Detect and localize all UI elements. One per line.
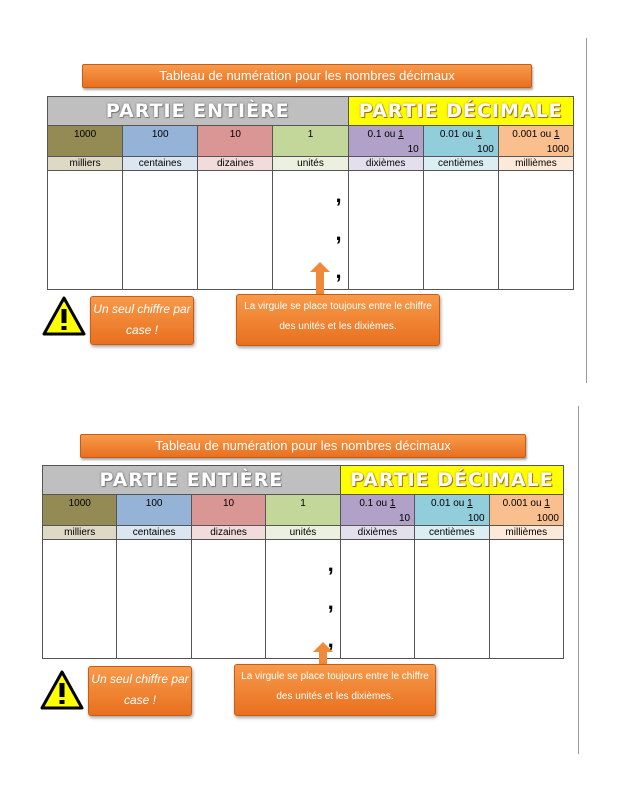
arrow-up-icon — [313, 642, 333, 652]
place-value-cell: 10 — [191, 495, 265, 526]
place-name-cell: millièmes — [498, 157, 573, 171]
place-name-cell: dixièmes — [348, 157, 423, 171]
place-value-cell: 100 — [123, 126, 198, 157]
place-value-cell: 1 — [273, 126, 348, 157]
place-name-cell: centièmes — [415, 526, 489, 540]
place-value-cell: 1000 — [48, 126, 123, 157]
place-name-cell: unités — [273, 157, 348, 171]
digit-entry-cell[interactable] — [266, 540, 340, 659]
decimal-part-header: PARTIE DÉCIMALE — [340, 466, 563, 495]
place-name-cell: dizaines — [191, 526, 265, 540]
place-name-cell: centaines — [117, 526, 191, 540]
place-value-cell: 10 — [198, 126, 273, 157]
place-name-cell: dizaines — [198, 157, 273, 171]
comma-position-note: La virgule se place toujours entre le chiffre des unités et les dixièmes. — [234, 664, 436, 716]
comma-position-note: La virgule se place toujours entre le chiffre des unités et les dixièmes. — [236, 294, 440, 346]
digit-entry-cell[interactable] — [489, 540, 563, 659]
place-value-cell: 0.001 ou 1 1000 — [498, 126, 573, 157]
place-name-cell: centièmes — [423, 157, 498, 171]
digit-entry-cell[interactable] — [415, 540, 489, 659]
one-digit-note: Un seul chiffre par case ! — [90, 296, 194, 345]
comma-mark: , — [327, 627, 334, 652]
page-divider-line — [578, 406, 579, 754]
comma-mark: , — [335, 182, 342, 207]
comma-mark: , — [327, 551, 334, 576]
one-digit-note: Un seul chiffre par case ! — [88, 666, 192, 716]
place-value-cell: 0.01 ou 1 100 — [415, 495, 489, 526]
comma-mark: , — [327, 589, 334, 614]
warning-icon — [40, 670, 84, 710]
place-value-cell: 0.01 ou 1 100 — [423, 126, 498, 157]
place-value-cell: 1000 — [43, 495, 117, 526]
digit-entry-cell[interactable] — [191, 540, 265, 659]
place-value-cell: 0.1 ou 1 10 — [340, 495, 414, 526]
comma-mark: , — [335, 220, 342, 245]
place-name-cell: milliers — [43, 526, 117, 540]
table-title: Tableau de numération pour les nombres décimaux — [82, 64, 532, 88]
place-value-cell: 0.1 ou 1 10 — [348, 126, 423, 157]
place-value-cell: 100 — [117, 495, 191, 526]
place-value-cell: 0.001 ou 1 1000 — [489, 495, 563, 526]
place-value-cell: 1 — [266, 495, 340, 526]
decimal-part-header: PARTIE DÉCIMALE — [348, 97, 573, 126]
comma-mark: , — [335, 258, 342, 283]
place-name-cell: milliers — [48, 157, 123, 171]
digit-entry-cell[interactable] — [43, 540, 117, 659]
place-name-cell: dixièmes — [340, 526, 414, 540]
digit-entry-cell[interactable] — [117, 540, 191, 659]
integer-part-header: PARTIE ENTIÈRE — [48, 97, 349, 126]
table-title: Tableau de numération pour les nombres décimaux — [80, 434, 526, 458]
place-name-cell: millièmes — [489, 526, 563, 540]
digit-entry-cell[interactable] — [340, 540, 414, 659]
place-name-cell: unités — [266, 526, 340, 540]
numeration-table — [42, 465, 564, 659]
arrow-stem — [319, 652, 327, 664]
integer-part-header: PARTIE ENTIÈRE — [43, 466, 341, 495]
place-name-cell: centaines — [123, 157, 198, 171]
